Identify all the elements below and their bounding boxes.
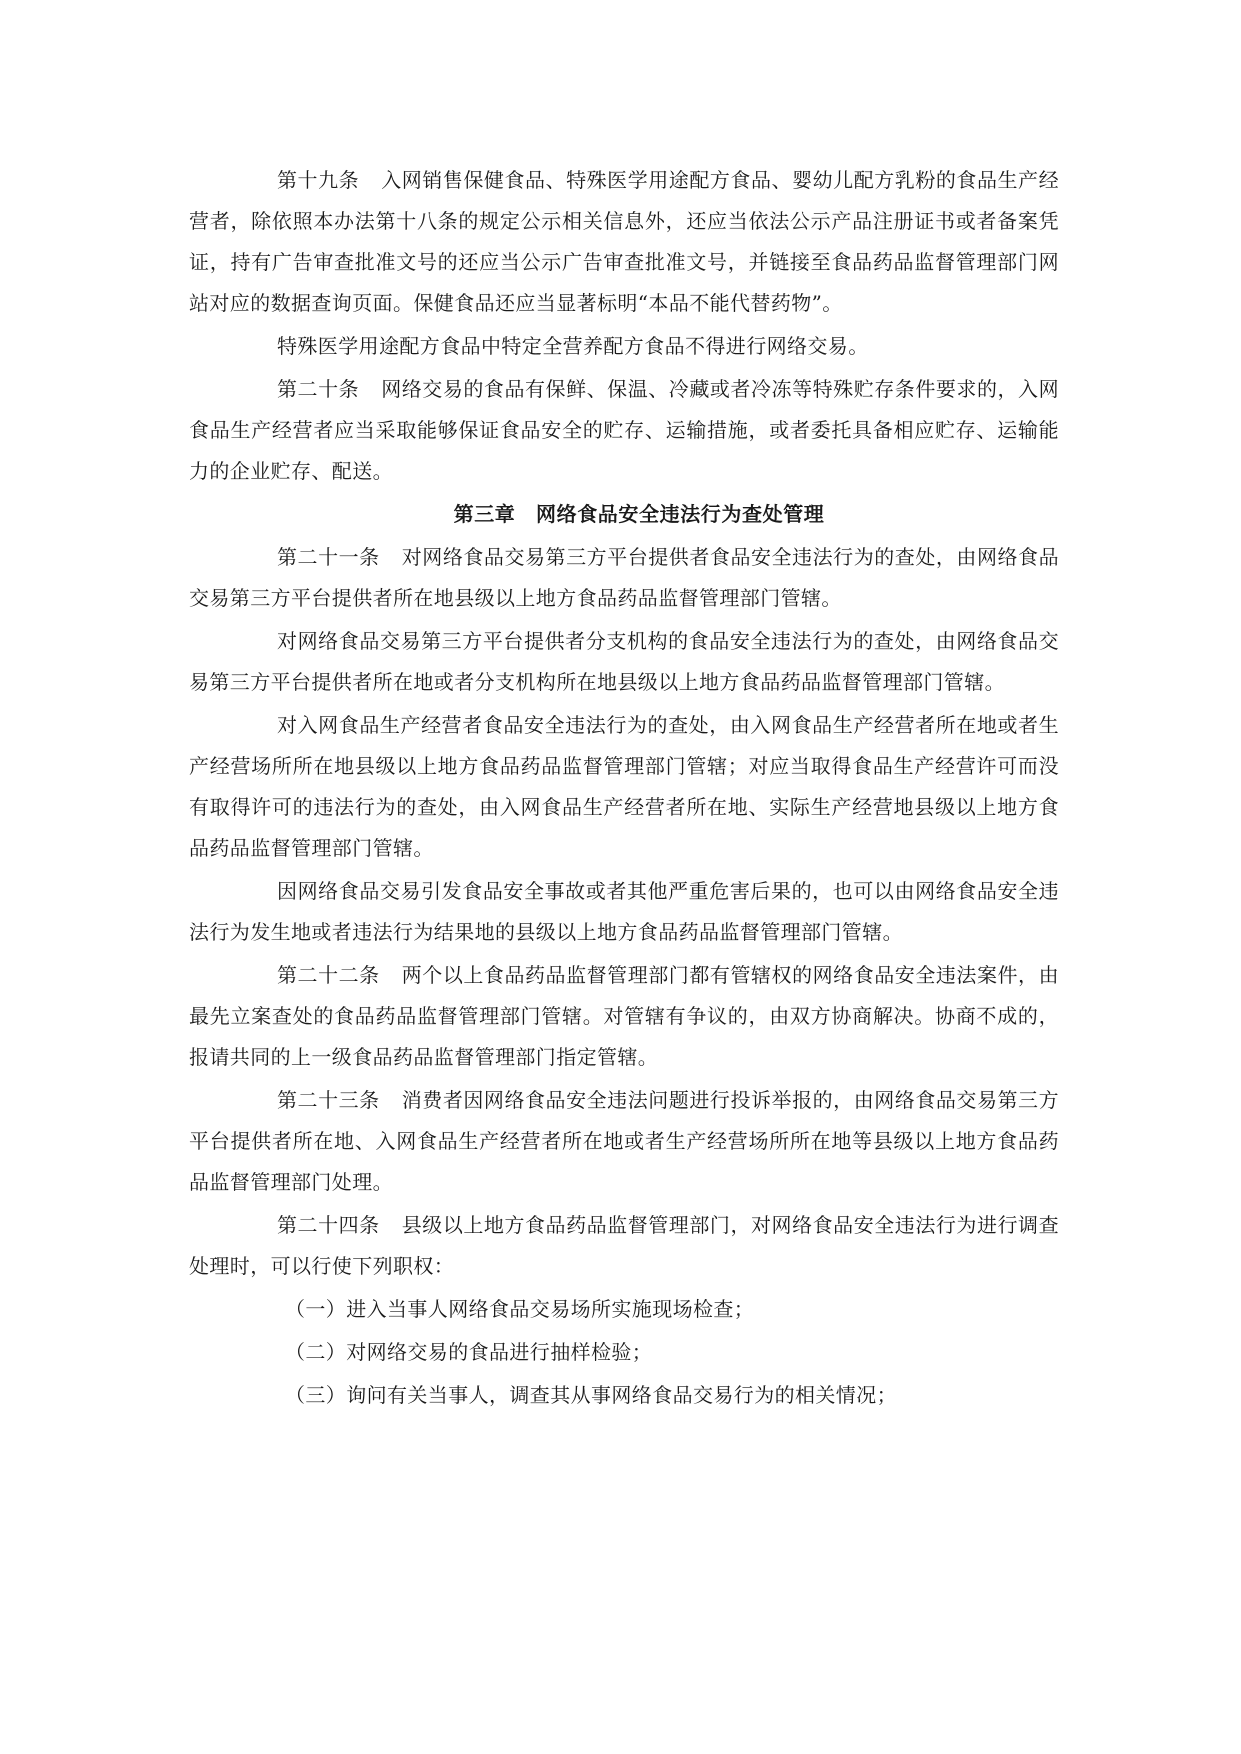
article-21-paragraph-2: [189, 621, 1059, 703]
paragraph-text: 对入网食品生产经营者食品安全违法行为的查处，由入网食品生产经营者所在地或者生产经营场所所在地县级以上地方食品药品监督管理部门管辖；对应当取得食品生产经营许可而没有取得许可的违法行为的查处，由入网食品生产经营者所在地、实际生产经营地县级以上地方食品药品监督管理部门管辖。: [189, 713, 1059, 860]
article-number: 第二十一条: [277, 545, 380, 569]
article-21-paragraph-4: [189, 871, 1059, 953]
article-number: 第二十条: [277, 377, 360, 401]
article-text: 县级以上地方食品药品监督管理部门，对网络食品安全违法行为进行调查处理时，可以行使下列职权：: [189, 1213, 1060, 1278]
article-text: 入网销售保健食品、特殊医学用途配方食品、婴幼儿配方乳粉的食品生产经营者，除依照本办法第十八条的规定公示相关信息外，还应当依法公示产品注册证书或者备案凭证，持有广告审查批准文号的还应当公示广告审查批准文号，并链接至食品药品监督管理部门网站对应的数据查询页面。保健食品还应当显著标明“本品不能代替药物”。: [189, 168, 1059, 315]
list-item: （二）对网络交易的食品进行抽样检验；: [285, 1340, 653, 1364]
paragraph-text: 对网络食品交易第三方平台提供者分支机构的食品安全违法行为的查处，由网络食品交易第三方平台提供者所在地或者分支机构所在地县级以上地方食品药品监督管理部门管辖。: [189, 629, 1059, 694]
article-number: 第二十四条: [277, 1213, 380, 1237]
article-text: 对网络食品交易第三方平台提供者食品安全违法行为的查处，由网络食品交易第三方平台提供者所在地县级以上地方食品药品监督管理部门管辖。: [189, 545, 1060, 610]
article-number: 第十九条: [277, 168, 360, 192]
article-19-paragraph: [189, 160, 1059, 324]
article-22-paragraph: [189, 955, 1059, 1078]
article-text: 两个以上食品药品监督管理部门都有管辖权的网络食品安全违法案件，由最先立案查处的食品药品监督管理部门管辖。对管辖有争议的，由双方协商解决。协商不成的，报请共同的上一级食品药品监督管理部门指定管辖。: [189, 963, 1060, 1069]
document-body: [189, 160, 1059, 1418]
article-24-paragraph: [189, 1205, 1059, 1287]
article-23-paragraph: [189, 1080, 1059, 1203]
article-21-paragraph: [189, 537, 1059, 619]
article-number: 第二十三条: [277, 1088, 380, 1112]
paragraph-text: 因网络食品交易引发食品安全事故或者其他严重危害后果的，也可以由网络食品安全违法行为发生地或者违法行为结果地的县级以上地方食品药品监督管理部门管辖。: [189, 879, 1059, 944]
article-19-paragraph-2: [189, 326, 1059, 367]
list-item: （三）询问有关当事人，调查其从事网络食品交易行为的相关情况；: [285, 1383, 897, 1407]
article-21-paragraph-3: [189, 705, 1059, 869]
paragraph-text: 特殊医学用途配方食品中特定全营养配方食品不得进行网络交易。: [277, 334, 869, 358]
article-20-paragraph: [189, 369, 1059, 492]
list-item: （一）进入当事人网络食品交易场所实施现场检查；: [285, 1297, 755, 1321]
article-number: 第二十二条: [277, 963, 380, 987]
article-text: 网络交易的食品有保鲜、保温、冷藏或者冷冻等特殊贮存条件要求的，入网食品生产经营者应当采取能够保证食品安全的贮存、运输措施，或者委托具备相应贮存、运输能力的企业贮存、配送。: [189, 377, 1059, 483]
article-text: 消费者因网络食品安全违法问题进行投诉举报的，由网络食品交易第三方平台提供者所在地、入网食品生产经营者所在地或者生产经营场所所在地等县级以上地方食品药品监督管理部门处理。: [189, 1088, 1060, 1194]
chapter-heading: 第三章 网络食品安全违法行为查处管理: [453, 502, 825, 526]
